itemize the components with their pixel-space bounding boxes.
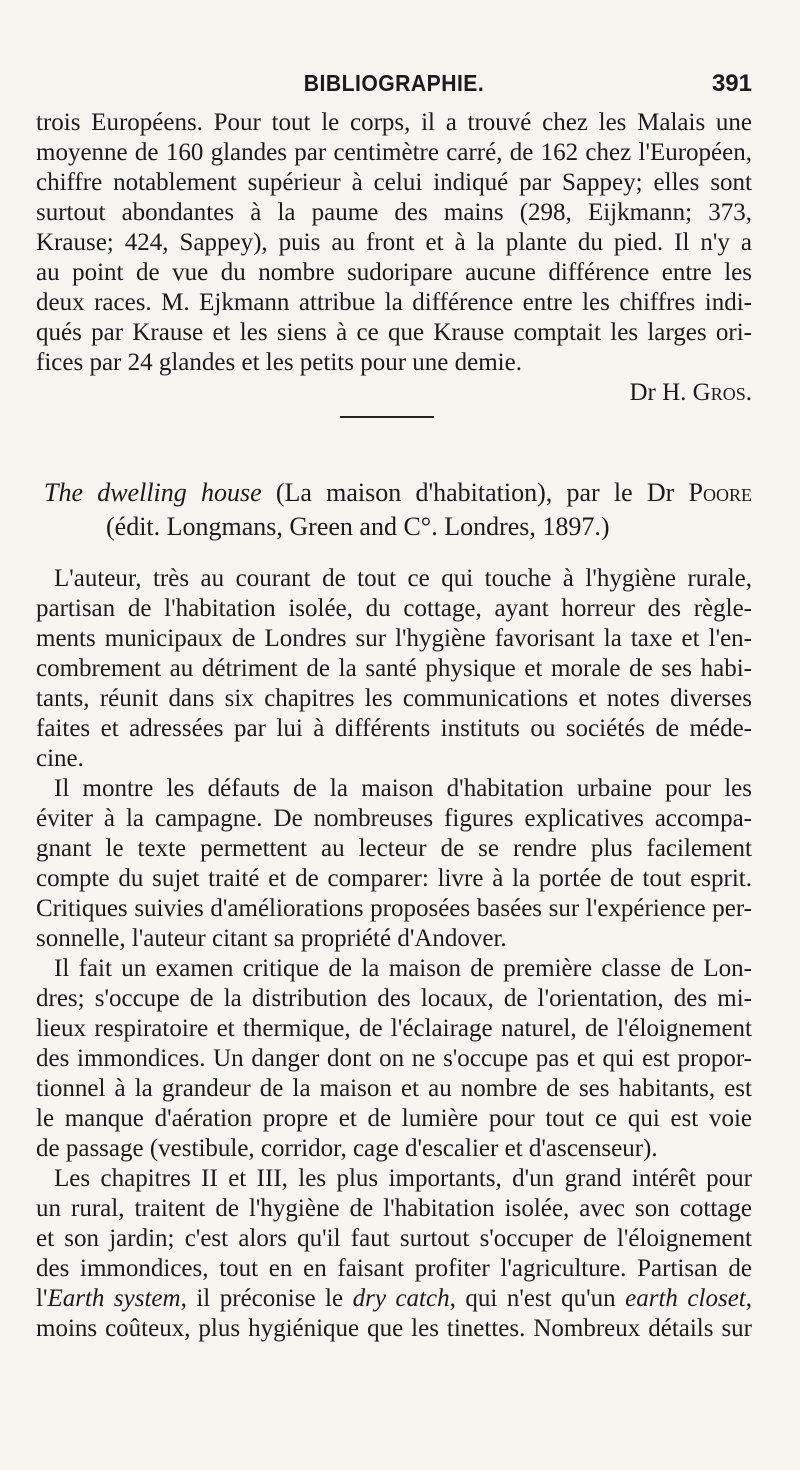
italic-term: earth closet [625, 1285, 746, 1312]
text-fragment: , il préconise le [180, 1285, 353, 1312]
text-line: fices par 24 glandes et les petits pour une demie. [36, 349, 522, 376]
text-line: chiffre notablement supérieur à celui indiqué par Sappey; elles sont [36, 169, 752, 196]
text-line: le manque d'aération propre et de lumière pour tout ce qui est voie [36, 1105, 752, 1132]
text-line: Il montre les défauts de la maison d'habitation urbaine pour les [54, 775, 752, 802]
text-line: et son jardin; c'est alors qu'il faut surtout s'occuper de l'éloignement [36, 1225, 752, 1252]
signature-name: Gros. [692, 379, 752, 406]
text-line: Critiques suivies d'améliorations proposées basées sur l'expérience per- [36, 895, 752, 922]
text-line: un rural, traitent de l'hygiène de l'habitation isolée, avec son cottage [36, 1195, 752, 1222]
text-line: lieux respiratoire et thermique, de l'éclairage naturel, de l'éloignement [36, 1015, 752, 1042]
title-line-1 [44, 478, 752, 508]
text-line: tionnel à la grandeur de la maison et au nombre de ses habitants, est [36, 1075, 752, 1102]
text-line: L'auteur, très au courant de tout ce qui touche à l'hygiène rurale, [54, 565, 752, 592]
text-line: dres; s'occupe de la distribution des locaux, de l'orientation, des mi- [36, 985, 752, 1012]
page-header [36, 70, 752, 106]
author-name: Poore [688, 478, 752, 507]
text-line: ments municipaux de Londres sur l'hygiène favorisant la taxe et l'en- [36, 625, 752, 652]
text-line: surtout abondantes à la paume des mains (298, Eijkmann; 373, [36, 199, 752, 226]
text-line: Krause; 424, Sappey), puis au front et à la plante du pied. Il n'y a [36, 229, 752, 256]
text-line: deux races. M. Ejkmann attribue la différence entre les chiffres indi- [36, 289, 752, 316]
text-line: des immondices. Un danger dont on ne s'occupe pas et qui est propor- [36, 1045, 752, 1072]
running-head: BIBLIOGRAPHIE. [303, 70, 485, 96]
text-line: moyenne de 160 glandes par centimètre carré, de 162 chez l'Européen, [36, 139, 752, 166]
signature [36, 378, 752, 408]
text-line: tants, réunit dans six chapitres les communications et notes diverses [36, 685, 752, 712]
text-line: combrement au détriment de la santé physique et morale de ses habi- [36, 655, 752, 682]
text-fragment: l' [36, 1285, 48, 1312]
text-line: gnant le texte permettent au lecteur de se rendre plus facilement [36, 835, 752, 862]
text-line: éviter à la campagne. De nombreuses figures explicatives accompa- [36, 805, 752, 832]
text-line: qués par Krause et les siens à ce que Krause comptait les larges ori- [36, 319, 752, 346]
title-line-2: (édit. Longmans, Green and C°. Londres, 1897.) [106, 512, 610, 541]
italic-term: Earth system [47, 1285, 181, 1312]
page-number: 391 [711, 70, 752, 97]
text-line-mixed [36, 1284, 752, 1314]
title-text: (La maison d'habitation), par le Dr [261, 478, 689, 507]
text-line: partisan de l'habitation isolée, du cottage, ayant horreur des règle- [36, 595, 752, 622]
section-divider [340, 416, 434, 418]
book-title: The dwelling house [44, 478, 262, 507]
signature-prefix: Dr H. [629, 379, 693, 406]
text-line: faites et adressées par lui à différents instituts ou sociétés de méde- [36, 715, 752, 742]
text-fragment: , qui n'est qu'un [449, 1285, 626, 1312]
text-line: sonnelle, l'auteur citant sa propriété d'Andover. [36, 925, 507, 952]
text-line: compte du sujet traité et de comparer: livre à la portée de tout esprit. [36, 865, 752, 892]
text-line: Les chapitres II et III, les plus importants, d'un grand intérêt pour [54, 1165, 752, 1192]
text-line: Il fait un examen critique de la maison de première classe de Lon- [54, 955, 752, 982]
text-line: moins coûteux, plus hygiénique que les tinettes. Nombreux détails sur [36, 1315, 752, 1342]
text-line: des immondices, tout en en faisant profiter l'agriculture. Partisan de [36, 1255, 752, 1282]
text-line: trois Européens. Pour tout le corps, il a trouvé chez les Malais une [36, 109, 752, 136]
italic-term: dry catch [352, 1285, 450, 1312]
text-fragment: , [745, 1285, 752, 1312]
text-line: de passage (vestibule, corridor, cage d'escalier et d'ascenseur). [36, 1135, 658, 1162]
text-line: au point de vue du nombre sudoripare aucune différence entre les [36, 259, 752, 286]
text-line: cine. [36, 745, 84, 772]
